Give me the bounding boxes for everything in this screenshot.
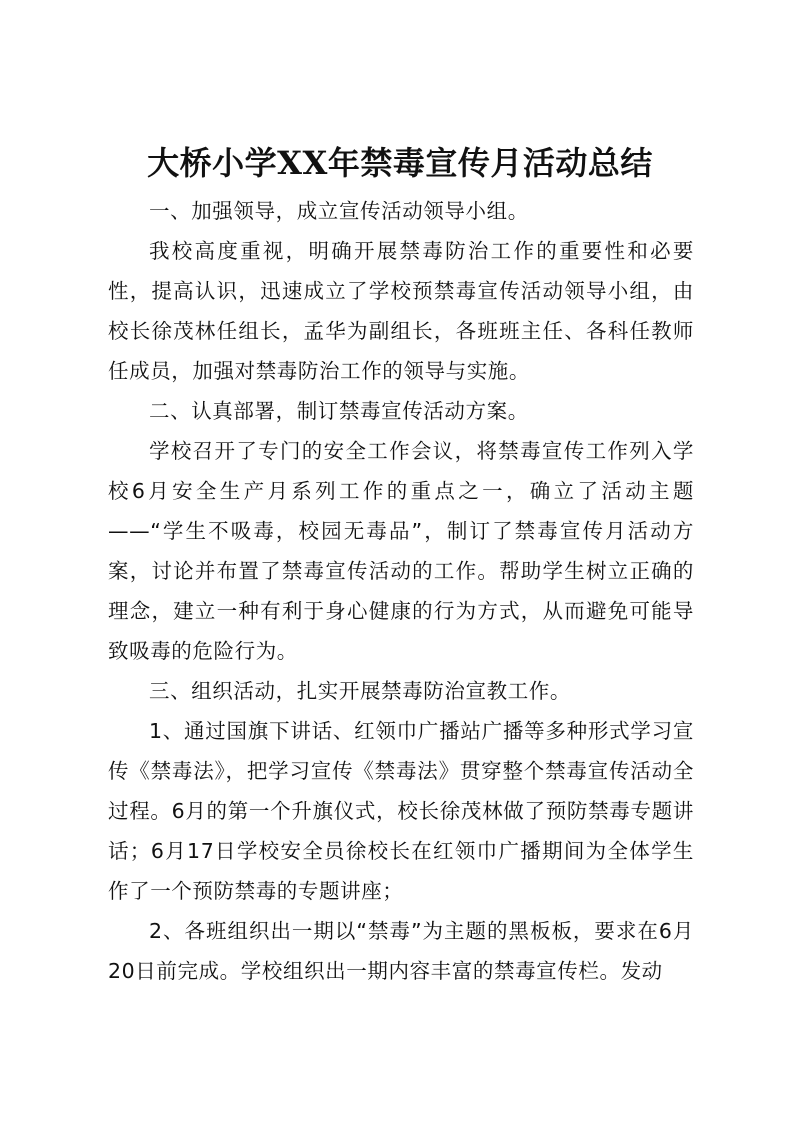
list-item-1: 1、通过国旗下讲话、红领巾广播站广播等多种形式学习宣传《禁毒法》，把学习宣传《禁毒法》贯穿整个禁毒宣传活动全过程。6月的第一个升旗仪式，校长徐茂林做了预防禁毒专题讲话；6月17日学校安全员徐校长在红领巾广播期间为全体学生作了一个预防禁毒的专题讲座； [108, 719, 694, 903]
section-heading-3: 三、组织活动，扎实开展禁毒防治宣教工作。 [149, 679, 571, 703]
list-item-2: 2、各班组织出一期以“禁毒”为主题的黑板板，要求在6月20日前完成。学校组织出一期内容丰富的禁毒宣传栏。发动 [108, 919, 694, 983]
body-paragraph-2: 学校召开了专门的安全工作会议，将禁毒宣传工作列入学校6月安全生产月系列工作的重点之一，确立了活动主题——“学生不吸毒，校园无毒品”，制订了禁毒宣传月活动方案，讨论并布置了禁毒宣传活动的工作。帮助学生树立正确的理念，建立一种有利于身心健康的行为方式，从而避免可能导致吸毒的危险行为。 [108, 439, 694, 663]
document-body [108, 191, 694, 991]
document-title: 大桥小学XX年禁毒宣传月活动总结 [147, 144, 653, 182]
body-paragraph-1: 我校高度重视，明确开展禁毒防治工作的重要性和必要性，提高认识，迅速成立了学校预禁毒宣传活动领导小组，由校长徐茂林任组长，孟华为副组长，各班班主任、各科任教师任成员，加强对禁毒防治工作的领导与实施。 [108, 239, 694, 383]
section-heading-2: 二、认真部署，制订禁毒宣传活动方案。 [149, 399, 529, 423]
section-heading-1: 一、加强领导，成立宣传活动领导小组。 [149, 199, 529, 223]
